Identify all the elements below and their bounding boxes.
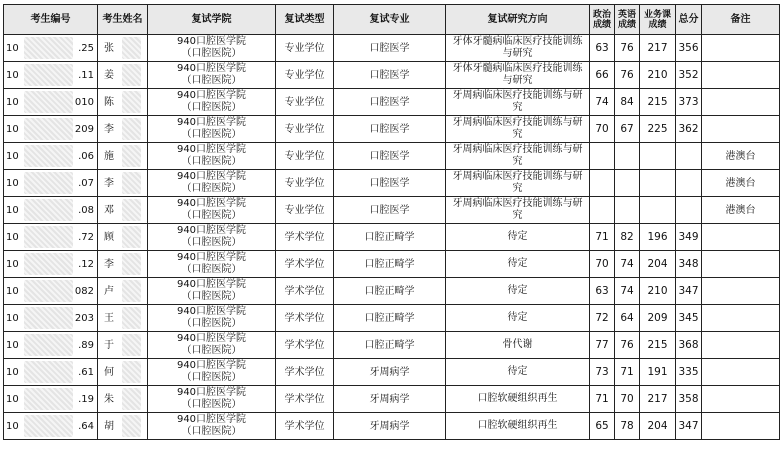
note	[702, 224, 780, 251]
candidate-id-cell	[4, 197, 98, 224]
table-row	[4, 62, 780, 89]
college-subname: （口腔医院）	[181, 264, 242, 275]
college-name: 940口腔医学院	[176, 306, 247, 317]
college-name: 940口腔医学院	[176, 387, 247, 398]
redaction-mask	[24, 37, 73, 59]
college-subname: （口腔医院）	[181, 399, 242, 410]
redaction-mask	[24, 199, 73, 221]
redaction-mask	[122, 307, 141, 329]
total-score: 358	[676, 386, 702, 413]
college-name: 940口腔医学院	[176, 144, 247, 155]
candidate-id-prefix: 10	[6, 70, 19, 81]
total-score	[676, 197, 702, 224]
candidate-id-prefix: 10	[6, 313, 19, 324]
college-cell	[148, 251, 276, 278]
header-total: 总分	[676, 5, 702, 35]
note	[702, 35, 780, 62]
major: 口腔医学	[334, 197, 446, 224]
college-subname: （口腔医院）	[181, 183, 242, 194]
total-score: 335	[676, 359, 702, 386]
college-subname: （口腔医院）	[181, 75, 242, 86]
candidate-name-cell	[98, 359, 148, 386]
college-subname: （口腔医院）	[181, 372, 242, 383]
redaction-mask	[122, 280, 141, 302]
header-row	[4, 5, 780, 35]
redaction-mask	[24, 415, 73, 437]
total-score	[676, 170, 702, 197]
candidate-id-prefix: 10	[6, 178, 19, 189]
english-score	[615, 170, 640, 197]
candidate-id-suffix: .12	[78, 259, 94, 270]
college-cell	[148, 413, 276, 440]
note: 港澳台	[702, 143, 780, 170]
candidate-name: 施	[104, 151, 114, 162]
english-score: 76	[615, 35, 640, 62]
english-score: 64	[615, 305, 640, 332]
table-row	[4, 143, 780, 170]
header-note: 备注	[702, 5, 780, 35]
exam-type: 学术学位	[276, 278, 334, 305]
major: 口腔正畸学	[334, 224, 446, 251]
college-name: 940口腔医学院	[176, 225, 247, 236]
politics-score	[590, 170, 615, 197]
college-subname: （口腔医院）	[181, 210, 242, 221]
redaction-mask	[122, 415, 141, 437]
research-direction: 待定	[446, 224, 590, 251]
politics-score: 63	[590, 278, 615, 305]
candidate-id-suffix: .19	[78, 394, 94, 405]
candidate-name-cell	[98, 89, 148, 116]
total-score: 368	[676, 332, 702, 359]
candidate-id-prefix: 10	[6, 367, 19, 378]
note	[702, 62, 780, 89]
college-name: 940口腔医学院	[176, 360, 247, 371]
admission-table	[3, 4, 780, 440]
candidate-id-suffix: .08	[78, 205, 94, 216]
candidate-name: 姜	[104, 70, 114, 81]
header-direction: 复试研究方向	[446, 5, 590, 35]
candidate-id-cell	[4, 386, 98, 413]
table-row	[4, 35, 780, 62]
candidate-name-cell	[98, 251, 148, 278]
college-subname: （口腔医院）	[181, 102, 242, 113]
exam-type: 学术学位	[276, 251, 334, 278]
major: 口腔医学	[334, 143, 446, 170]
college-cell	[148, 143, 276, 170]
college-subname: （口腔医院）	[181, 291, 242, 302]
note	[702, 386, 780, 413]
major: 口腔正畸学	[334, 305, 446, 332]
total-score: 352	[676, 62, 702, 89]
college-name: 940口腔医学院	[176, 36, 247, 47]
redaction-mask	[122, 388, 141, 410]
candidate-name: 李	[104, 124, 114, 135]
note: 港澳台	[702, 170, 780, 197]
exam-type: 专业学位	[276, 197, 334, 224]
politics-score: 65	[590, 413, 615, 440]
header-politics: 政治成绩	[590, 5, 615, 35]
candidate-name-cell	[98, 305, 148, 332]
candidate-name: 胡	[104, 421, 114, 432]
major: 口腔正畸学	[334, 332, 446, 359]
candidate-id-suffix: 203	[74, 313, 94, 324]
candidate-id-cell	[4, 332, 98, 359]
candidate-name: 李	[104, 178, 114, 189]
college-name: 940口腔医学院	[176, 198, 247, 209]
candidate-id-suffix: .25	[78, 43, 94, 54]
candidate-name: 卢	[104, 286, 114, 297]
redaction-mask	[122, 118, 141, 140]
note	[702, 89, 780, 116]
candidate-id-cell	[4, 89, 98, 116]
candidate-name-cell	[98, 170, 148, 197]
english-score: 71	[615, 359, 640, 386]
politics-score: 71	[590, 386, 615, 413]
politics-score	[590, 197, 615, 224]
candidate-id-cell	[4, 305, 98, 332]
research-direction: 待定	[446, 359, 590, 386]
politics-score	[590, 143, 615, 170]
college-subname: （口腔医院）	[181, 237, 242, 248]
total-score: 356	[676, 35, 702, 62]
candidate-id-cell	[4, 35, 98, 62]
header-college: 复试学院	[148, 5, 276, 35]
course-score: 210	[640, 278, 676, 305]
english-score: 84	[615, 89, 640, 116]
candidate-name-cell	[98, 332, 148, 359]
total-score: 348	[676, 251, 702, 278]
candidate-name: 于	[104, 340, 114, 351]
redaction-mask	[122, 64, 141, 86]
redaction-mask	[122, 334, 141, 356]
exam-type: 学术学位	[276, 413, 334, 440]
college-cell	[148, 224, 276, 251]
redaction-mask	[24, 226, 73, 248]
candidate-id-cell	[4, 170, 98, 197]
course-score: 215	[640, 89, 676, 116]
total-score	[676, 143, 702, 170]
english-score: 67	[615, 116, 640, 143]
header-type: 复试类型	[276, 5, 334, 35]
politics-score: 70	[590, 116, 615, 143]
course-score	[640, 143, 676, 170]
candidate-id-cell	[4, 278, 98, 305]
college-cell	[148, 305, 276, 332]
candidate-id-cell	[4, 413, 98, 440]
total-score: 349	[676, 224, 702, 251]
politics-score: 63	[590, 35, 615, 62]
candidate-name-cell	[98, 197, 148, 224]
candidate-id-cell	[4, 116, 98, 143]
candidate-id-suffix: .11	[78, 70, 94, 81]
course-score: 225	[640, 116, 676, 143]
redaction-mask	[24, 280, 73, 302]
english-score: 82	[615, 224, 640, 251]
candidate-name-cell	[98, 62, 148, 89]
college-name: 940口腔医学院	[176, 117, 247, 128]
candidate-id-suffix: .06	[78, 151, 94, 162]
redaction-mask	[24, 172, 73, 194]
politics-score: 77	[590, 332, 615, 359]
college-subname: （口腔医院）	[181, 345, 242, 356]
table-row	[4, 359, 780, 386]
course-score: 204	[640, 413, 676, 440]
exam-type: 学术学位	[276, 332, 334, 359]
total-score: 373	[676, 89, 702, 116]
college-cell	[148, 35, 276, 62]
candidate-id-prefix: 10	[6, 205, 19, 216]
exam-type: 专业学位	[276, 62, 334, 89]
candidate-name: 李	[104, 259, 114, 270]
table-row	[4, 197, 780, 224]
candidate-id-prefix: 10	[6, 421, 19, 432]
note	[702, 359, 780, 386]
redaction-mask	[24, 388, 73, 410]
table-row	[4, 332, 780, 359]
english-score	[615, 143, 640, 170]
research-direction: 牙体牙髓病临床医疗技能训练与研究	[446, 62, 590, 89]
table-row	[4, 224, 780, 251]
note	[702, 116, 780, 143]
note	[702, 251, 780, 278]
header-course: 业务课成绩	[640, 5, 676, 35]
research-direction: 牙体牙髓病临床医疗技能训练与研究	[446, 35, 590, 62]
candidate-id-suffix: .64	[78, 421, 94, 432]
college-subname: （口腔医院）	[181, 426, 242, 437]
candidate-id-cell	[4, 62, 98, 89]
course-score: 217	[640, 386, 676, 413]
candidate-id-prefix: 10	[6, 232, 19, 243]
college-subname: （口腔医院）	[181, 156, 242, 167]
redaction-mask	[122, 361, 141, 383]
table-row	[4, 251, 780, 278]
major: 口腔正畸学	[334, 251, 446, 278]
table-row	[4, 89, 780, 116]
college-name: 940口腔医学院	[176, 414, 247, 425]
exam-type: 学术学位	[276, 386, 334, 413]
note	[702, 413, 780, 440]
redaction-mask	[24, 64, 73, 86]
note	[702, 305, 780, 332]
politics-score: 70	[590, 251, 615, 278]
research-direction: 牙周病临床医疗技能训练与研究	[446, 143, 590, 170]
research-direction: 待定	[446, 278, 590, 305]
college-cell	[148, 89, 276, 116]
major: 牙周病学	[334, 359, 446, 386]
total-score: 347	[676, 413, 702, 440]
college-name: 940口腔医学院	[176, 279, 247, 290]
redaction-mask	[24, 253, 73, 275]
college-subname: （口腔医院）	[181, 48, 242, 59]
candidate-id-suffix: .89	[78, 340, 94, 351]
note	[702, 332, 780, 359]
exam-type: 专业学位	[276, 170, 334, 197]
research-direction: 牙周病临床医疗技能训练与研究	[446, 197, 590, 224]
major: 口腔医学	[334, 116, 446, 143]
candidate-id-suffix: 209	[74, 124, 94, 135]
redaction-mask	[24, 91, 73, 113]
redaction-mask	[122, 91, 141, 113]
redaction-mask	[24, 361, 73, 383]
candidate-id-cell	[4, 224, 98, 251]
college-cell	[148, 278, 276, 305]
english-score: 76	[615, 62, 640, 89]
exam-type: 专业学位	[276, 116, 334, 143]
header-id: 考生编号	[4, 5, 98, 35]
candidate-name: 朱	[104, 394, 114, 405]
major: 口腔医学	[334, 89, 446, 116]
header-major: 复试专业	[334, 5, 446, 35]
table-row	[4, 386, 780, 413]
candidate-id-prefix: 10	[6, 43, 19, 54]
english-score: 74	[615, 251, 640, 278]
course-score: 217	[640, 35, 676, 62]
table-row	[4, 116, 780, 143]
candidate-id-suffix: 082	[74, 286, 94, 297]
candidate-id-suffix: 010	[74, 97, 94, 108]
candidate-name-cell	[98, 224, 148, 251]
course-score: 215	[640, 332, 676, 359]
college-name: 940口腔医学院	[176, 63, 247, 74]
research-direction: 待定	[446, 251, 590, 278]
table-row	[4, 413, 780, 440]
candidate-name-cell	[98, 413, 148, 440]
note: 港澳台	[702, 197, 780, 224]
candidate-name-cell	[98, 278, 148, 305]
note	[702, 278, 780, 305]
redaction-mask	[122, 199, 141, 221]
politics-score: 74	[590, 89, 615, 116]
english-score: 74	[615, 278, 640, 305]
college-cell	[148, 197, 276, 224]
total-score: 362	[676, 116, 702, 143]
college-subname: （口腔医院）	[181, 129, 242, 140]
candidate-name: 陈	[104, 97, 114, 108]
candidate-name-cell	[98, 143, 148, 170]
candidate-id-cell	[4, 251, 98, 278]
politics-score: 72	[590, 305, 615, 332]
candidate-name: 顾	[104, 232, 114, 243]
exam-type: 专业学位	[276, 89, 334, 116]
course-score: 210	[640, 62, 676, 89]
redaction-mask	[24, 307, 73, 329]
college-name: 940口腔医学院	[176, 90, 247, 101]
college-name: 940口腔医学院	[176, 171, 247, 182]
college-cell	[148, 386, 276, 413]
exam-type: 学术学位	[276, 305, 334, 332]
college-cell	[148, 332, 276, 359]
english-score: 76	[615, 332, 640, 359]
research-direction: 待定	[446, 305, 590, 332]
major: 口腔正畸学	[334, 278, 446, 305]
redaction-mask	[24, 118, 73, 140]
major: 口腔医学	[334, 62, 446, 89]
candidate-id-prefix: 10	[6, 97, 19, 108]
major: 口腔医学	[334, 170, 446, 197]
candidate-id-prefix: 10	[6, 124, 19, 135]
candidate-id-cell	[4, 143, 98, 170]
candidate-name-cell	[98, 35, 148, 62]
research-direction: 牙周病临床医疗技能训练与研究	[446, 89, 590, 116]
politics-score: 73	[590, 359, 615, 386]
college-name: 940口腔医学院	[176, 252, 247, 263]
college-subname: （口腔医院）	[181, 318, 242, 329]
candidate-id-prefix: 10	[6, 259, 19, 270]
college-cell	[148, 62, 276, 89]
exam-type: 专业学位	[276, 143, 334, 170]
major: 牙周病学	[334, 386, 446, 413]
english-score	[615, 197, 640, 224]
candidate-name: 邓	[104, 205, 114, 216]
table-row	[4, 278, 780, 305]
research-direction: 骨代谢	[446, 332, 590, 359]
candidate-id-prefix: 10	[6, 394, 19, 405]
redaction-mask	[24, 334, 73, 356]
table-row	[4, 170, 780, 197]
redaction-mask	[24, 145, 73, 167]
redaction-mask	[122, 253, 141, 275]
header-english: 英语成绩	[615, 5, 640, 35]
english-score: 78	[615, 413, 640, 440]
redaction-mask	[122, 226, 141, 248]
candidate-id-suffix: .61	[78, 367, 94, 378]
candidate-id-cell	[4, 359, 98, 386]
course-score: 191	[640, 359, 676, 386]
candidate-name: 何	[104, 367, 114, 378]
course-score: 209	[640, 305, 676, 332]
table-row	[4, 305, 780, 332]
total-score: 345	[676, 305, 702, 332]
exam-type: 学术学位	[276, 224, 334, 251]
exam-type: 学术学位	[276, 359, 334, 386]
candidate-id-prefix: 10	[6, 151, 19, 162]
college-cell	[148, 170, 276, 197]
research-direction: 口腔软硬组织再生	[446, 386, 590, 413]
redaction-mask	[122, 172, 141, 194]
candidate-id-prefix: 10	[6, 286, 19, 297]
course-score: 196	[640, 224, 676, 251]
candidate-name: 张	[104, 43, 114, 54]
politics-score: 66	[590, 62, 615, 89]
politics-score: 71	[590, 224, 615, 251]
course-score: 204	[640, 251, 676, 278]
college-cell	[148, 116, 276, 143]
college-cell	[148, 359, 276, 386]
english-score: 70	[615, 386, 640, 413]
header-name: 考生姓名	[98, 5, 148, 35]
candidate-id-prefix: 10	[6, 340, 19, 351]
candidate-id-suffix: .72	[78, 232, 94, 243]
candidate-name: 王	[104, 313, 114, 324]
exam-type: 专业学位	[276, 35, 334, 62]
candidate-name-cell	[98, 386, 148, 413]
major: 口腔医学	[334, 35, 446, 62]
major: 牙周病学	[334, 413, 446, 440]
course-score	[640, 197, 676, 224]
candidate-name-cell	[98, 116, 148, 143]
total-score: 347	[676, 278, 702, 305]
college-name: 940口腔医学院	[176, 333, 247, 344]
course-score	[640, 170, 676, 197]
research-direction: 牙周病临床医疗技能训练与研究	[446, 116, 590, 143]
research-direction: 牙周病临床医疗技能训练与研究	[446, 170, 590, 197]
redaction-mask	[122, 37, 141, 59]
redaction-mask	[122, 145, 141, 167]
research-direction: 口腔软硬组织再生	[446, 413, 590, 440]
candidate-id-suffix: .07	[78, 178, 94, 189]
